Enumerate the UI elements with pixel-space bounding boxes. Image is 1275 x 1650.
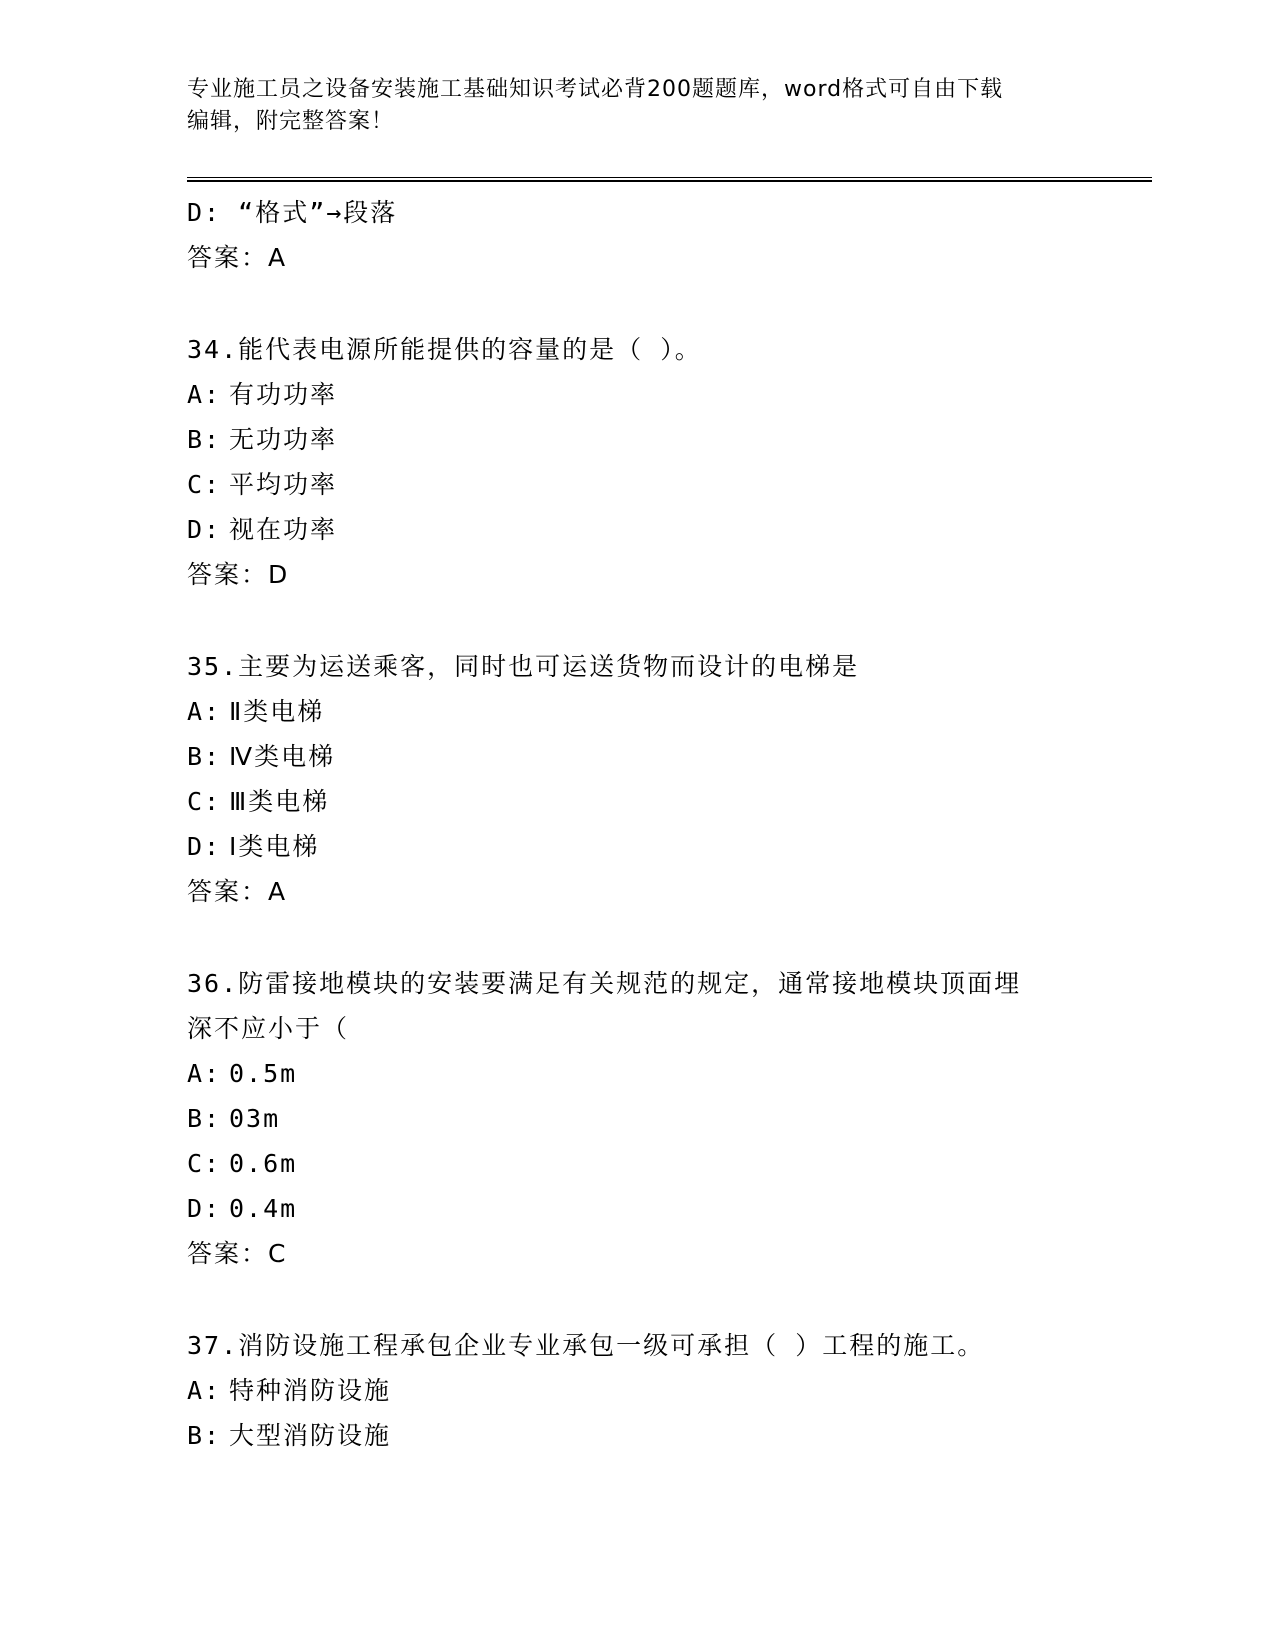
question-block-35 [187,644,1087,914]
option-text: 特种消防设施 [229,1376,392,1405]
option-text: 0.4m [229,1194,298,1223]
option-b [187,1413,1087,1458]
header-divider-thick [187,180,1152,182]
option-label: D: [187,1194,222,1223]
option-text: 0.6m [229,1149,298,1178]
spacer [187,914,1087,961]
option-text: Ⅰ类电梯 [229,832,320,861]
question-stem: 36.防雷接地模块的安装要满足有关规范的规定，通常接地模块顶面埋 [187,969,1022,998]
option-text: 平均功率 [229,470,338,499]
option-label: D: [187,832,222,861]
option-c [187,462,1087,507]
option-text: 有功功率 [229,380,338,409]
option-a [187,1368,1087,1413]
question-block-36 [187,961,1087,1276]
question-stem: 35.主要为运送乘客，同时也可运送货物而设计的电梯是 [187,652,860,681]
spacer [187,280,1087,327]
option-d [187,1186,1087,1231]
option-b [187,1096,1087,1141]
option-c [187,1141,1087,1186]
spacer [187,1276,1087,1323]
option-text: 视在功率 [229,515,338,544]
header-divider-thin [187,177,1152,178]
option-text: 大型消防设施 [229,1421,392,1450]
option-label: D: [187,515,222,544]
option-b [187,417,1087,462]
option-label: B: [187,742,222,771]
option-label: A: [187,380,222,409]
option-d [187,507,1087,552]
option-label: B: [187,1104,222,1133]
header-title-line1: 专业施工员之设备安装施工基础知识考试必背200题题库，word格式可自由下载 [187,77,1004,102]
option-d: D: “格式”→段落 [187,198,398,227]
option-text: Ⅳ类电梯 [229,742,336,771]
answer-text: 答案：C [187,1239,288,1268]
document-body [187,190,1087,1458]
option-label: A: [187,1376,222,1405]
option-b [187,734,1087,779]
option-text: Ⅱ类电梯 [229,697,325,726]
option-label: A: [187,1059,222,1088]
option-label: C: [187,470,222,499]
document-header [187,74,1067,138]
answer-text: 答案：D [187,560,290,589]
header-title-line2: 编辑，附完整答案！ [187,109,395,134]
option-a [187,372,1087,417]
question-block-37 [187,1323,1087,1458]
option-label: A: [187,697,222,726]
option-a [187,689,1087,734]
option-a [187,1051,1087,1096]
answer-text: 答案：A [187,243,288,272]
spacer [187,597,1087,644]
option-label: B: [187,425,222,454]
option-label: C: [187,1149,222,1178]
option-text: Ⅲ类电梯 [229,787,330,816]
question-block-34 [187,327,1087,597]
option-c [187,779,1087,824]
option-text: 0.5m [229,1059,298,1088]
option-label: C: [187,787,222,816]
option-d [187,824,1087,869]
option-label: B: [187,1421,222,1450]
answer-text: 答案：A [187,877,288,906]
question-stem: 34.能代表电源所能提供的容量的是（ ）。 [187,335,702,364]
option-text: 无功功率 [229,425,338,454]
question-stem-continued: 深不应小于（ [187,1014,350,1043]
question-stem: 37.消防设施工程承包企业专业承包一级可承担（ ）工程的施工。 [187,1331,985,1360]
option-text: 03m [229,1104,281,1133]
